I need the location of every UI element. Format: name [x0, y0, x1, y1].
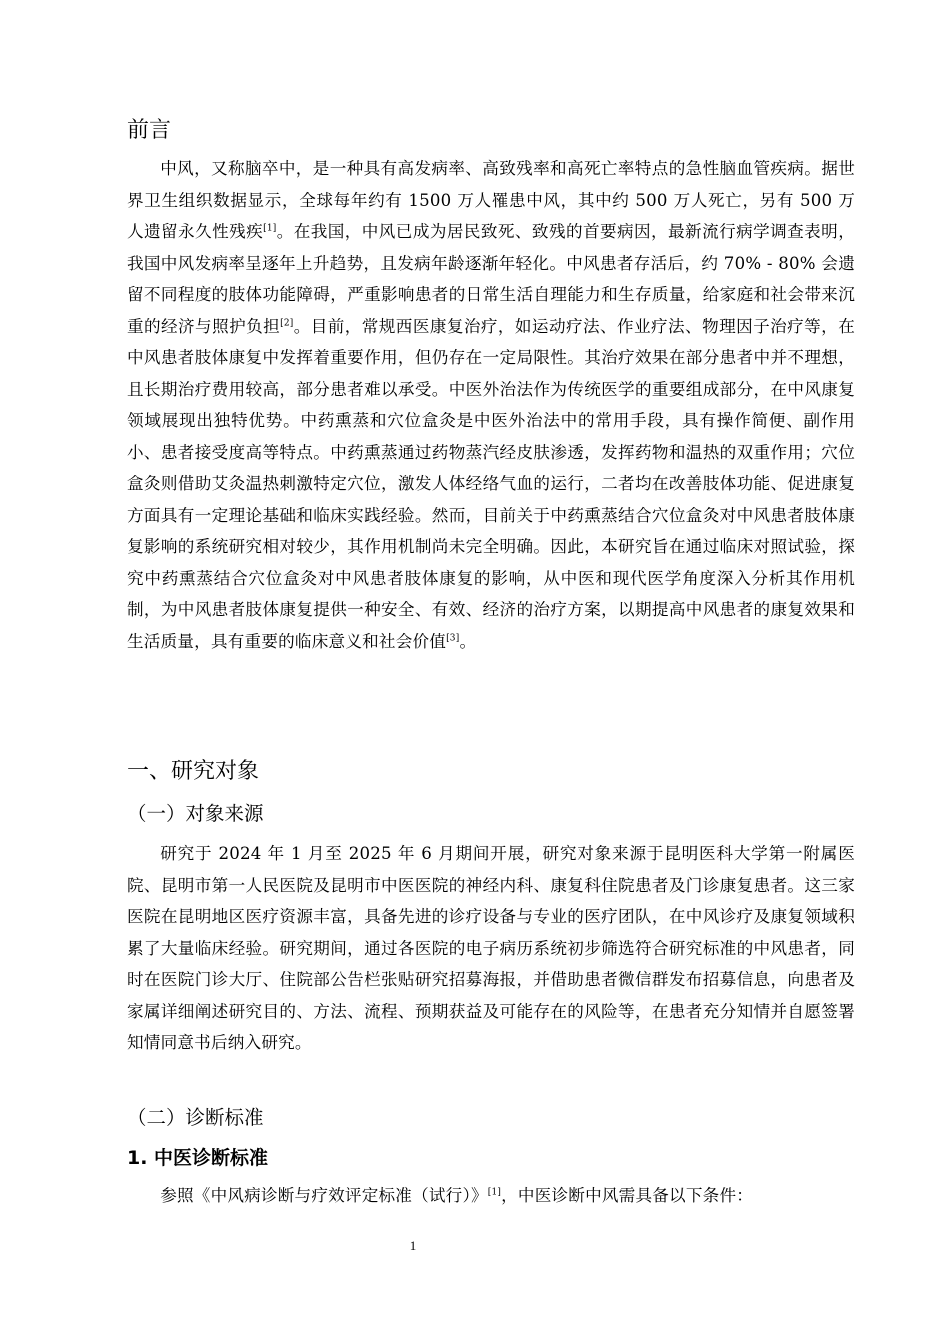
preface-text-end: 。	[459, 631, 477, 651]
preface-heading: 前言	[127, 118, 172, 143]
citation-2: [2]	[280, 317, 294, 328]
section-1-heading: 一、研究对象	[127, 759, 260, 784]
tcm-diagnosis-text-end: ，中医诊断中风需具备以下条件：	[501, 1186, 754, 1205]
preface-paragraph	[127, 153, 855, 657]
section-1-2-heading: （二）诊断标准	[127, 1106, 264, 1129]
citation-1: [1]	[263, 223, 277, 234]
section-1-1-heading: （一）对象来源	[127, 802, 264, 825]
preface-text-1: 中风，又称脑卒中，是一种具有高发病率、高致残率和高死亡率特点的急性脑血管疾病。据世界卫生组织数据显示，全球每年约有 1500 万人罹患中风，其中约 500 万人死亡，另有 500 万人遗留永久性残疾	[127, 159, 855, 241]
tcm-diagnosis-paragraph	[127, 1180, 855, 1212]
citation-3: [3]	[446, 632, 460, 643]
page-number: 1	[409, 1238, 417, 1253]
subject-source-paragraph: 研究于 2024 年 1 月至 2025 年 6 月期间开展，研究对象来源于昆明医科大学第一附属医院、昆明市第一人民医院及昆明市中医医院的神经内科、康复科住院患者及门诊康复患者。这三家医院在昆明地区医疗资源丰富，具备先进的诊疗设备与专业的医疗团队，在中风诊疗及康复领域积累了大量临床经验。研究期间，通过各医院的电子病历系统初步筛选符合研究标准的中风患者，同时在医院门诊大厅、住院部公告栏张贴研究招募海报，并借助患者微信群发布招募信息，向患者及家属详细阐述研究目的、方法、流程、预期获益及可能存在的风险等，在患者充分知情并自愿签署知情同意书后纳入研究。	[127, 844, 855, 1052]
preface-text-3: 。目前，常规西医康复治疗，如运动疗法、作业疗法、物理因子治疗等，在中风患者肢体康复中发挥着重要作用，但仍存在一定局限性。其治疗效果在部分患者中并不理想，且长期治疗费用较高，部分患者难以承受。中医外治法作为传统医学的重要组成部分，在中风康复领域展现出独特优势。中药熏蒸和穴位盒灸是中医外治法中的常用手段，具有操作简便、副作用小、患者接受度高等特点。中药熏蒸通过药物蒸汽经皮肤渗透，发挥药物和温热的双重作用；穴位盒灸则借助艾灸温热刺激特定穴位，激发人体经络气血的运行，二者均在改善肢体功能、促进康复方面具有一定理论基础和临床实践经验。然而，目前关于中药熏蒸结合穴位盒灸对中风患者肢体康复影响的系统研究相对较少，其作用机制尚未完全明确。因此，本研究旨在通过临床对照试验，探究中药熏蒸结合穴位盒灸对中风患者肢体康复的影响，从中医和现代医学角度深入分析其作用机制，为中风患者肢体康复提供一种安全、有效、经济的治疗方案，以期提高中风患者的康复效果和生活质量，具有重要的临床意义和社会价值	[127, 316, 855, 651]
tcm-diagnosis-heading: 1. 中医诊断标准	[127, 1147, 269, 1169]
tcm-diagnosis-text: 参照《中风病诊断与疗效评定标准（试行）》	[160, 1186, 488, 1205]
preface-text-2: 。在我国，中风已成为居民致死、致残的首要病因，最新流行病学调查表明，我国中风发病率呈逐年上升趋势，且发病年龄逐渐年轻化。中风患者存活后，约 70% - 80% 会遗留不同程度的肢体功能障碍，严重影响患者的日常生活自理能力和生存质量，给家庭和社会带来沉重的经济与照护负担	[127, 222, 855, 336]
citation-diagnosis: [1]	[487, 1187, 502, 1198]
